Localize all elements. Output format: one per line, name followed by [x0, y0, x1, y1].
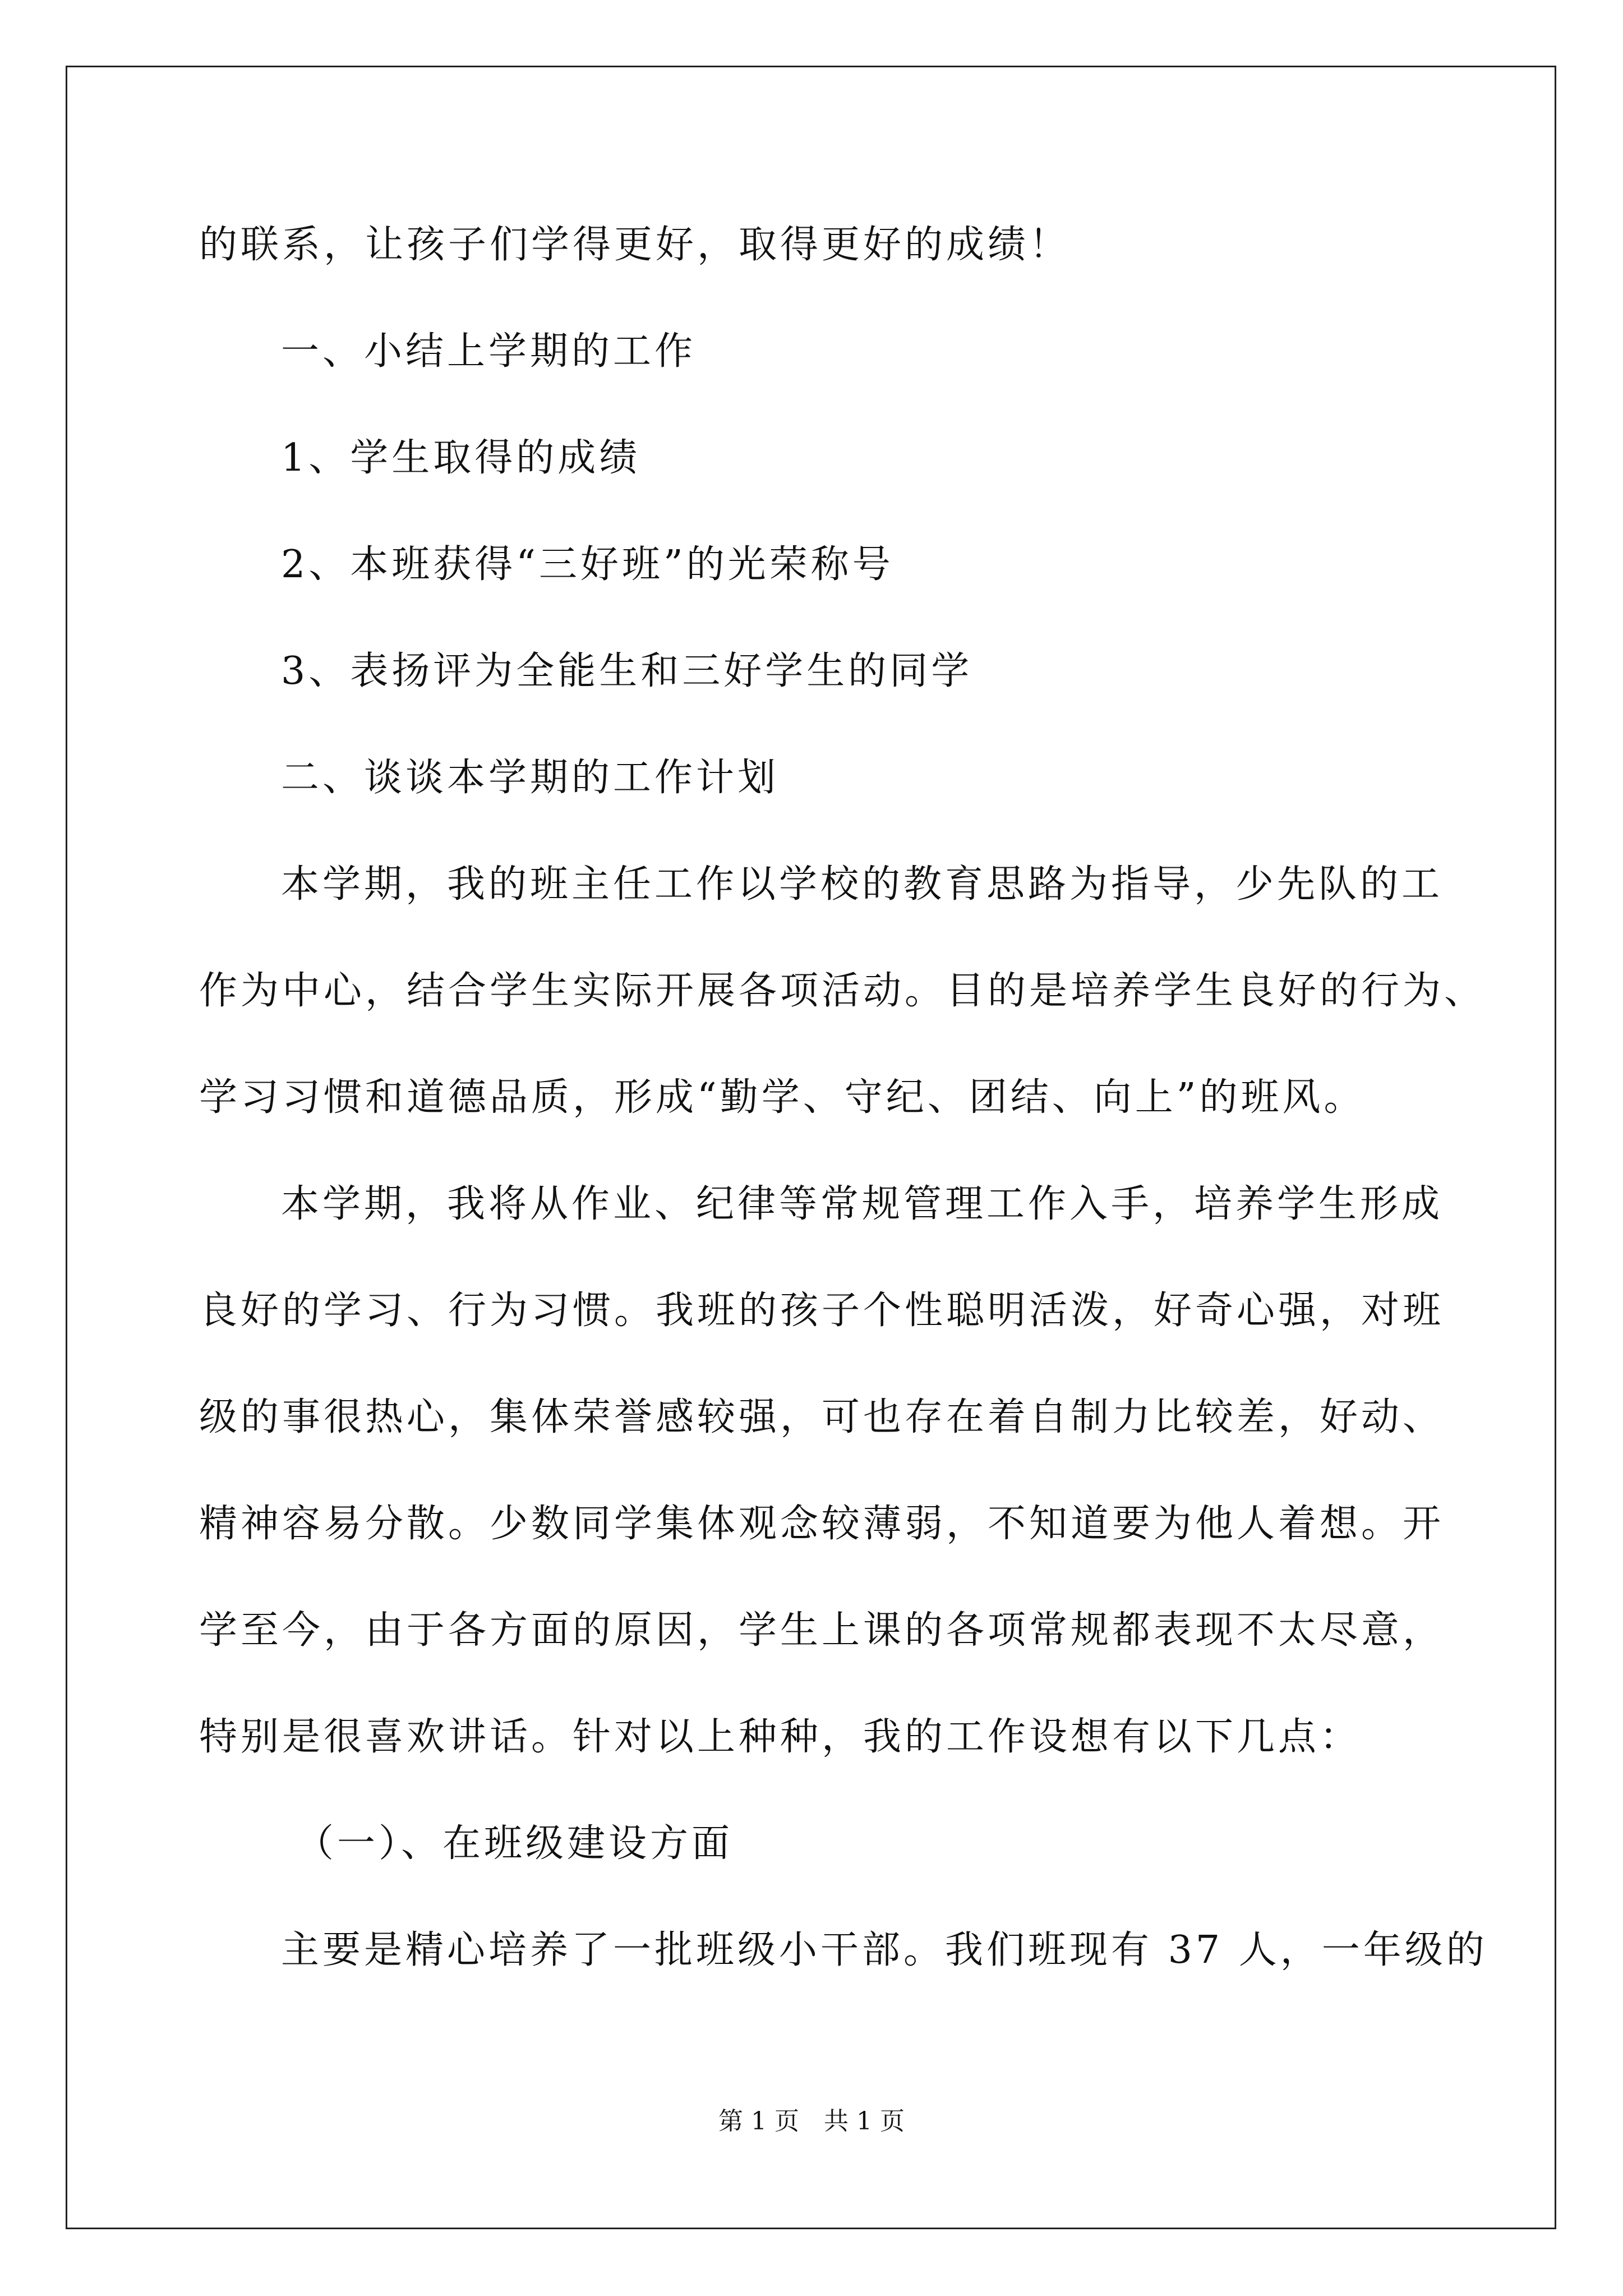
list-item: 2、本班获得“三好班”的光荣称号: [281, 542, 894, 587]
list-item: 3、表扬评为全能生和三好学生的同学: [281, 649, 973, 693]
page-border: [66, 66, 1556, 2229]
paragraph-line: 学习习惯和道德品质，形成“勤学、守纪、团结、向上”的班风。: [199, 1075, 1366, 1120]
paragraph-line: 本学期，我将从作业、纪律等常规管理工作入手，培养学生形成: [281, 1182, 1444, 1226]
page-number: 第 1 页 共 1 页: [718, 2107, 905, 2136]
page-footer: [0, 2105, 1623, 2138]
paragraph-line: 作为中心，结合学生实际开展各项活动。目的是培养学生良好的行为、: [199, 969, 1486, 1013]
paragraph-line: 学至今，由于各方面的原因，学生上课的各项常规都表现不太尽意，: [199, 1608, 1445, 1653]
paragraph-line: 精神容易分散。少数同学集体观念较薄弱，不知道要为他人着想。开: [199, 1502, 1445, 1546]
paragraph-line: 本学期，我的班主任工作以学校的教育思路为指导，少先队的工: [281, 862, 1444, 907]
list-item: 1、学生取得的成绩: [281, 436, 641, 480]
paragraph-line: 良好的学习、行为习惯。我班的孩子个性聪明活泼，好奇心强，对班: [199, 1289, 1445, 1333]
paragraph-line: 主要是精心培养了一批班级小干部。我们班现有 37 人，一年级的: [281, 1928, 1488, 1972]
subsection-heading: （一）、在班级建设方面: [296, 1821, 734, 1866]
paragraph-line: 特别是很喜欢讲话。针对以上种种，我的工作设想有以下几点：: [199, 1715, 1362, 1759]
section-heading: 二、谈谈本学期的工作计划: [281, 756, 780, 800]
paragraph-line: 的联系，让孩子们学得更好，取得更好的成绩！: [199, 223, 1071, 267]
section-heading: 一、小结上学期的工作: [281, 329, 697, 374]
paragraph-line: 级的事很热心，集体荣誉感较强，可也存在着自制力比较差，好动、: [199, 1395, 1445, 1439]
